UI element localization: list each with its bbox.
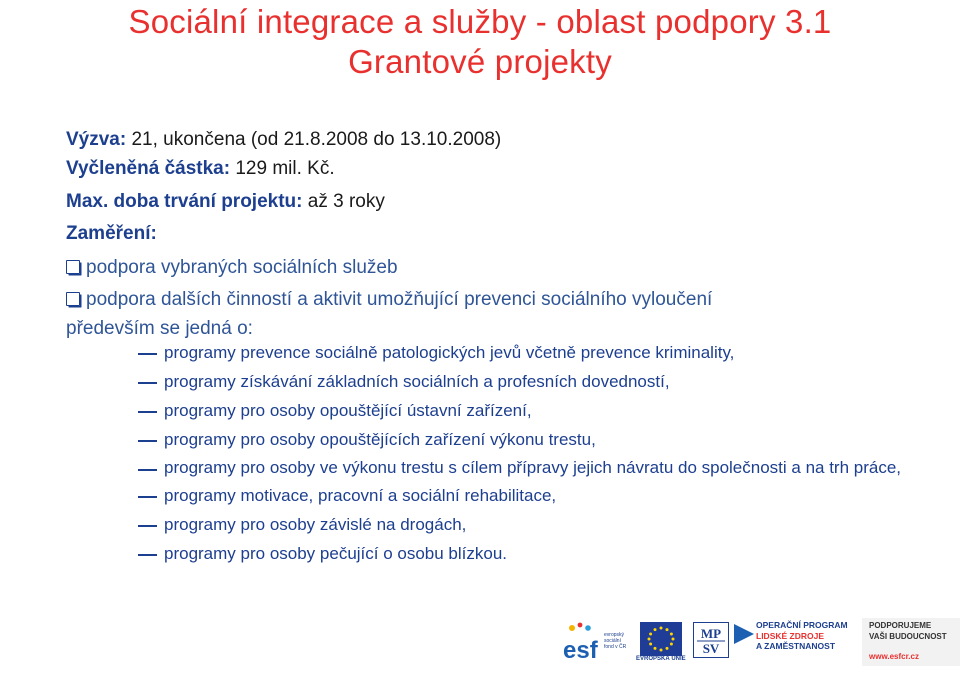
dash-bullet-icon — [138, 440, 157, 442]
focus-heading — [66, 222, 157, 246]
svg-text:fond v ČR: fond v ČR — [604, 644, 627, 650]
amount-value: 129 mil. Kč. — [230, 158, 335, 179]
program-item: programy pro osoby pečující o osobu blízkou. — [138, 541, 953, 567]
program-item: programy pro osoby opouštějících zařízení výkonu trestu, — [138, 427, 953, 453]
footer-logos — [562, 618, 960, 666]
svg-text:SV: SV — [702, 641, 720, 656]
duration-line — [66, 190, 385, 214]
op-arrow-icon — [734, 624, 754, 644]
eu-flag-icon — [640, 622, 682, 656]
focus-item-text: podpora vybraných sociálních služeb — [86, 257, 398, 278]
svg-text:sociální: sociální — [604, 638, 621, 644]
program-item: programy prevence sociálně patologických jevů včetně prevence kriminality, — [138, 340, 953, 366]
duration-value: až 3 roky — [302, 191, 385, 212]
amount-label: Vyčleněná částka: — [66, 158, 231, 179]
esf-slogan: PODPORUJEME VAŠI BUDOUCNOST www.esfcr.cz — [862, 618, 960, 666]
focus-label: Zaměření: — [66, 223, 157, 244]
esf-url: www.esfcr.cz — [869, 652, 919, 661]
dash-bullet-icon — [138, 382, 157, 384]
op-text: OPERAČNÍ PROGRAM LIDSKÉ ZDROJE A ZAMĚSTNANOST — [756, 620, 848, 651]
call-label: Výzva: — [66, 129, 127, 150]
focus-item — [66, 253, 398, 282]
program-list — [138, 340, 953, 567]
focus-item — [66, 285, 712, 343]
esf-logo — [562, 620, 630, 664]
slide-title — [0, 2, 960, 82]
dash-bullet-icon — [138, 525, 157, 527]
svg-text:MP: MP — [700, 626, 722, 641]
dash-bullet-icon — [138, 496, 157, 498]
mpsv-logo-icon — [694, 623, 728, 657]
checkbox-square-icon — [66, 260, 80, 274]
program-item: programy pro osoby ve výkonu trestu s cílem přípravy jejich návratu do společnosti a na trh práce, — [138, 456, 953, 480]
call-value: 21, ukončena (od 21.8.2008 do 13.10.2008) — [126, 129, 502, 150]
focus-item-continuation: především se jedná o: — [66, 318, 253, 339]
program-item: programy pro osoby závislé na drogách, — [138, 512, 953, 538]
amount-line — [66, 157, 335, 181]
dash-bullet-icon — [138, 554, 157, 556]
dash-bullet-icon — [138, 411, 157, 413]
title-line-2: Grantové projekty — [348, 43, 612, 80]
eu-caption: EVROPSKÁ UNIE — [636, 656, 686, 662]
program-item: programy získávání základních sociálních a profesních dovedností, — [138, 369, 953, 395]
checkbox-square-icon — [66, 292, 80, 306]
dash-bullet-icon — [138, 353, 157, 355]
op-lzz-logo — [732, 618, 854, 666]
program-item: programy pro osoby opouštějící ústavní zařízení, — [138, 398, 953, 424]
focus-item-text: podpora dalších činností a aktivit umožňující prevenci sociálního vyloučení — [86, 289, 713, 310]
mpsv-logo — [693, 622, 729, 658]
svg-text:evropský: evropský — [604, 632, 625, 638]
dash-bullet-icon — [138, 469, 157, 471]
title-line-1: Sociální integrace a služby - oblast podpory 3.1 — [128, 3, 832, 40]
call-line — [66, 128, 501, 152]
duration-label: Max. doba trvání projektu: — [66, 191, 303, 212]
esf-logo-icon — [562, 620, 630, 664]
program-item: programy motivace, pracovní a sociální rehabilitace, — [138, 483, 953, 509]
svg-text:esf: esf — [563, 637, 598, 664]
